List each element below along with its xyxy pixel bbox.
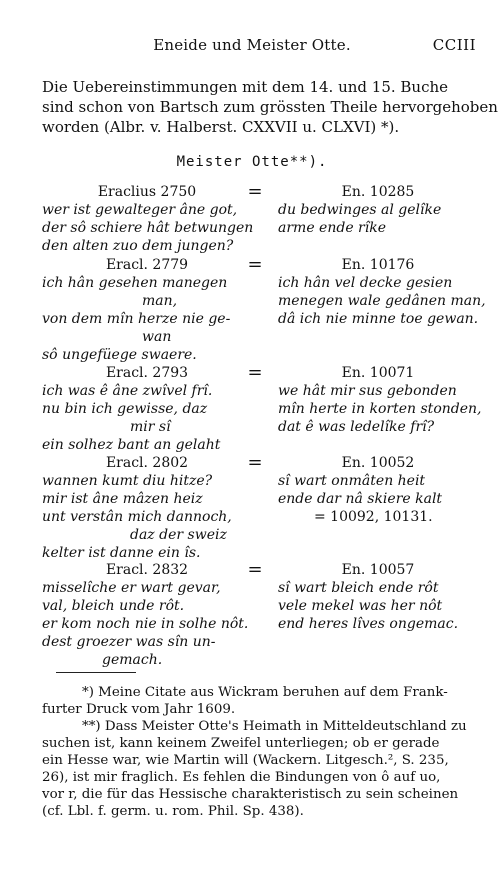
verse-line: man, bbox=[142, 293, 178, 309]
verse-line: dâ ich nie minne toe gewan. bbox=[278, 311, 479, 327]
verse-line: ein solhez bant an gelaht bbox=[42, 437, 221, 453]
verse-line: misselîche er wart gevar, bbox=[42, 580, 221, 596]
footnote-line: 26), ist mir fraglich. Es fehlen die Bindungen von ô auf uo, bbox=[42, 770, 441, 785]
verse-line: ich hân vel decke gesien bbox=[278, 275, 453, 291]
verse-line: unt verstân mich dannoch, bbox=[42, 509, 232, 525]
comparison-left-4 bbox=[42, 454, 252, 562]
footnote-line: *) Meine Citate aus Wickram beruhen auf dem Frank- bbox=[82, 685, 448, 700]
eraclius-reference: Eracl. 2793 bbox=[105, 365, 189, 381]
footnote-line: vor r, die für das Hessische charakteristisch zu sein scheinen bbox=[42, 787, 459, 802]
eneide-reference: En. 10052 bbox=[341, 455, 415, 471]
comparison-left-2 bbox=[42, 256, 252, 364]
eraclius-reference: Eraclius 2750 bbox=[97, 184, 197, 200]
comparison-right-5 bbox=[278, 561, 478, 633]
additional-reference: = 10092, 10131. bbox=[314, 509, 433, 525]
eneide-reference: En. 10057 bbox=[341, 562, 415, 578]
footnotes bbox=[42, 684, 470, 820]
comparison-left-5 bbox=[42, 561, 252, 669]
eraclius-reference: Eracl. 2802 bbox=[105, 455, 189, 471]
verse-line: arme ende rîke bbox=[278, 220, 386, 236]
verse-line: mir ist âne mâzen heiz bbox=[42, 491, 203, 507]
verse-line: daz der sweiz bbox=[130, 527, 227, 543]
equals-sign: = bbox=[247, 181, 263, 202]
verse-line: der sô schiere hât betwungen bbox=[42, 220, 254, 236]
eraclius-reference: Eracl. 2779 bbox=[105, 257, 189, 273]
footnote-line: suchen ist, kann keinem Zweifel unterliegen; ob er gerade bbox=[42, 736, 440, 751]
verse-line: sô ungefüege swaere. bbox=[42, 347, 197, 363]
eraclius-reference: Eracl. 2832 bbox=[105, 562, 189, 578]
intro-line: Die Uebereinstimmungen mit dem 14. und 15. Buche bbox=[42, 78, 449, 96]
eneide-reference: En. 10285 bbox=[341, 184, 415, 200]
verse-line: wan bbox=[142, 329, 172, 345]
equals-sign: = bbox=[247, 362, 263, 383]
verse-line: ich hân gesehen manegen bbox=[42, 275, 228, 291]
verse-line: mir sî bbox=[130, 419, 171, 435]
equals-sign: = bbox=[247, 559, 263, 580]
footnote-line: furter Druck vom Jahr 1609. bbox=[42, 702, 236, 717]
verse-line: ich was ê âne zwîvel frî. bbox=[42, 383, 213, 399]
verse-line: wannen kumt diu hitze? bbox=[42, 473, 213, 489]
equals-sign: = bbox=[247, 452, 263, 473]
running-head-title: Eneide und Meister Otte. bbox=[153, 36, 351, 54]
comparison-left-3 bbox=[42, 364, 252, 454]
equals-sign: = bbox=[247, 254, 263, 275]
verse-line: er kom noch nie in solhe nôt. bbox=[42, 616, 249, 632]
verse-line: vele mekel was her nôt bbox=[278, 598, 443, 614]
footnote-line: (cf. Lbl. f. germ. u. rom. Phil. Sp. 438). bbox=[42, 804, 304, 819]
verse-line: mîn herte in korten stonden, bbox=[278, 401, 482, 417]
section-heading: Meister Otte**). bbox=[176, 154, 328, 170]
page-number: CCIII bbox=[432, 36, 476, 54]
comparison-right-4 bbox=[278, 454, 478, 526]
verse-line: wer ist gewalteger âne got, bbox=[42, 202, 238, 218]
intro-line: worden (Albr. v. Halberst. CXXVII u. CLXVI) *). bbox=[42, 118, 400, 136]
footnote-line: ein Hesse war, wie Martin will (Wackern. Litgesch.², S. 235, bbox=[42, 753, 449, 768]
verse-line: du bedwinges al gelîke bbox=[278, 202, 442, 218]
verse-line: nu bin ich gewisse, daz bbox=[42, 401, 208, 417]
verse-line: dat ê was ledelîke frî? bbox=[278, 419, 435, 435]
intro-paragraph bbox=[42, 77, 498, 137]
verse-line: end heres lîves ongemac. bbox=[278, 616, 459, 632]
eneide-reference: En. 10071 bbox=[341, 365, 415, 381]
verse-line: den alten zuo dem jungen? bbox=[42, 238, 234, 254]
verse-line: kelter ist danne ein îs. bbox=[42, 545, 201, 561]
footnote-divider bbox=[56, 672, 136, 673]
verse-line: menegen wale gedânen man, bbox=[278, 293, 486, 309]
footnote-line: **) Dass Meister Otte's Heimath in Mitteldeutschland zu bbox=[82, 719, 467, 734]
verse-line: ende dar nâ skiere kalt bbox=[278, 491, 443, 507]
verse-line: we hât mir sus gebonden bbox=[278, 383, 457, 399]
verse-line: von dem mîn herze nie ge- bbox=[42, 311, 231, 327]
comparison-right-1 bbox=[278, 183, 478, 237]
comparison-left-1 bbox=[42, 183, 252, 255]
comparison-right-3 bbox=[278, 364, 482, 436]
verse-line: val, bleich unde rôt. bbox=[42, 598, 185, 614]
eneide-reference: En. 10176 bbox=[341, 257, 415, 273]
verse-line: sî wart bleich ende rôt bbox=[278, 580, 439, 596]
verse-line: gemach. bbox=[102, 652, 163, 668]
verse-line: sî wart onmâten heit bbox=[278, 473, 426, 489]
verse-line: dest groezer was sîn un- bbox=[42, 634, 216, 650]
comparison-right-2 bbox=[278, 256, 486, 328]
intro-line: sind schon von Bartsch zum grössten Theile hervorgehoben bbox=[42, 98, 498, 116]
